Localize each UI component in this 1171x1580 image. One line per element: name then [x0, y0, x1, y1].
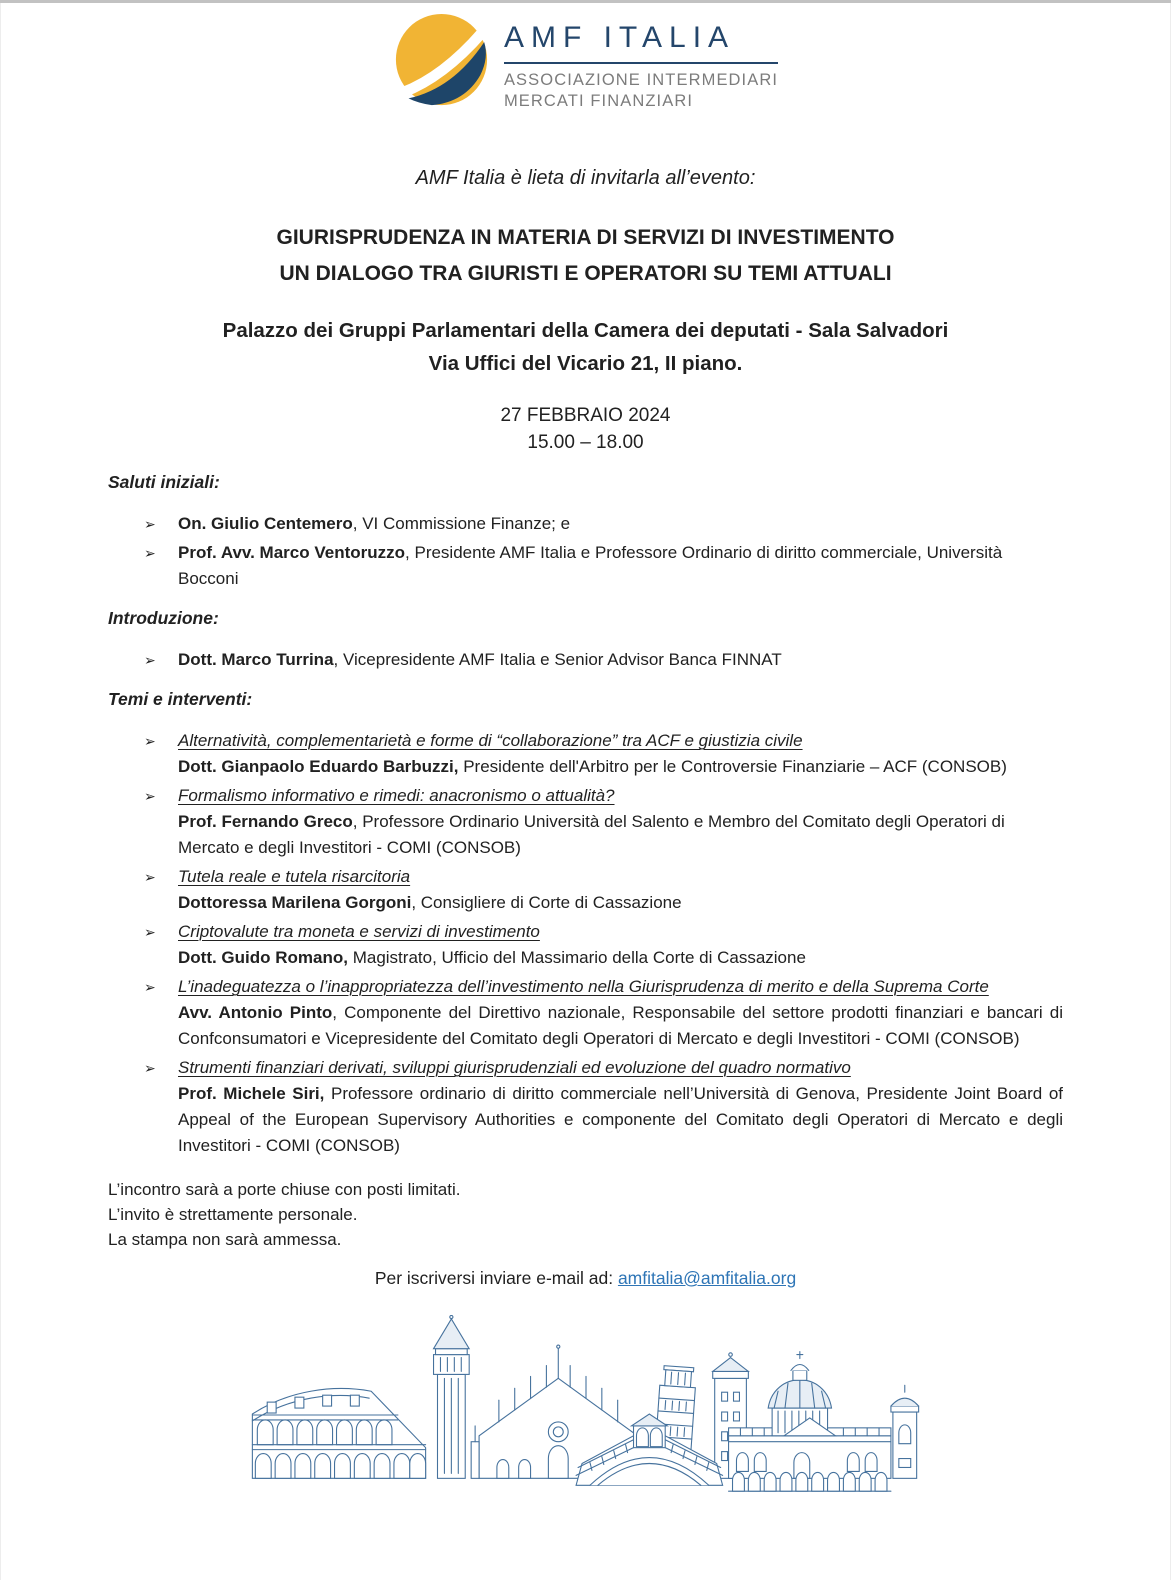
event-venue: [108, 314, 1063, 380]
topic-title: Strumenti finanziari derivati, sviluppi giurisprudenziali ed evoluzione del quadro normativo: [178, 1058, 851, 1077]
speaker-name: Dott. Marco Turrina: [178, 650, 334, 669]
speaker-name: Prof. Fernando Greco: [178, 812, 353, 831]
topic-speaker: [178, 1081, 1063, 1159]
list-item: [108, 511, 1063, 537]
arrow-bullet-icon: ➢: [144, 733, 156, 749]
topic-item: [108, 728, 1063, 780]
speaker-role: , Consigliere di Corte di Cassazione: [411, 893, 682, 912]
topic-title: L’inadeguatezza o l’inappropriatezza dell’investimento nella Giurisprudenza di merito e della Suprema Corte: [178, 977, 989, 996]
venue-line1: Palazzo dei Gruppi Parlamentari della Camera dei deputati - Sala Salvadori: [222, 319, 949, 342]
speaker-role: , Vicepresidente AMF Italia e Senior Advisor Banca FINNAT: [333, 650, 782, 669]
section-heading-introduzione: Introduzione:: [108, 608, 219, 628]
topic-item: [108, 783, 1063, 861]
logo-text-block: [504, 13, 778, 112]
speaker-role: , Componente del Direttivo nazionale, Responsabile del settore prodotti finanziari e bancari di Confconsumatori e Vicepresidente del Comitato degli Operatori di Mercato e degli Investitori - COMI (CONSOB): [178, 1003, 1063, 1048]
topic-speaker: [178, 1000, 1063, 1052]
topic-title: Criptovalute tra moneta e servizi di investimento: [178, 922, 540, 941]
topic-speaker: [178, 890, 1063, 916]
speaker-role: , Professore Ordinario Università del Salento e Membro del Comitato degli Operatori di Mercato e degli Investitori - COMI (CONSOB): [178, 812, 1005, 857]
event-title-line2: UN DIALOGO TRA GIURISTI E OPERATORI SU TEMI ATTUALI: [279, 262, 892, 285]
arrow-bullet-icon: ➢: [144, 924, 156, 940]
amf-logo-mark-icon: [393, 13, 490, 115]
topic-item: [108, 864, 1063, 916]
speaker-name: Avv. Antonio Pinto: [178, 1003, 333, 1022]
speaker-role: Professore ordinario di diritto commerciale nell’Università di Genova, Presidente Joint Board of Appeal of the European Supervisory Authorities e componente del Comitato degli Operatori di Mercato e degli Investitori - COMI (CONSOB): [178, 1084, 1063, 1155]
list-item: [108, 540, 1063, 592]
speaker-name: Prof. Avv. Marco Ventoruzzo: [178, 543, 406, 562]
speaker-role: Magistrato, Ufficio del Massimario della Corte di Cassazione: [347, 948, 806, 967]
logo-title: AMF ITALIA: [504, 21, 778, 64]
topic-speaker: [178, 809, 1063, 861]
amf-italia-logo: [0, 3, 1171, 115]
arrow-bullet-icon: ➢: [144, 545, 156, 561]
topic-item: [108, 974, 1063, 1052]
logo-subtitle-line1: ASSOCIAZIONE INTERMEDIARI: [503, 71, 779, 89]
closing-line2: L’invito è strettamente personale.: [108, 1205, 358, 1224]
logo-subtitle-line2: MERCATI FINANZIARI: [503, 92, 694, 110]
topic-item: [108, 1055, 1063, 1159]
speaker-role: , VI Commissione Finanze; e: [352, 514, 571, 533]
invitation-line: AMF Italia è lieta di invitarla all’evento:: [415, 167, 756, 189]
event-time: 15.00 – 18.00: [527, 432, 644, 453]
registration-label: Per iscriversi inviare e-mail ad:: [374, 1268, 618, 1288]
introduzione-list: [108, 647, 1063, 673]
italian-landmarks-skyline-illustration: [246, 1315, 926, 1513]
topic-speaker: [178, 945, 1063, 971]
topic-title: Formalismo informativo e rimedi: anacronismo o attualità?: [178, 786, 615, 805]
footer-illustration: [0, 1315, 1171, 1518]
arrow-bullet-icon: ➢: [144, 516, 156, 532]
topic-title: Alternatività, complementarietà e forme di “collaborazione” tra ACF e giustizia civile: [178, 731, 803, 750]
closing-notes: [108, 1177, 1063, 1252]
arrow-bullet-icon: ➢: [144, 979, 156, 995]
speaker-name: Dott. Guido Romano,: [178, 948, 348, 967]
event-datetime: [108, 402, 1063, 456]
venue-line2: Via Uffici del Vicario 21, II piano.: [428, 352, 743, 375]
arrow-bullet-icon: ➢: [144, 788, 156, 804]
topic-speaker: [178, 754, 1063, 780]
topic-title: Tutela reale e tutela risarcitoria: [178, 867, 411, 886]
list-item: [108, 647, 1063, 673]
saluti-list: [108, 511, 1063, 592]
arrow-bullet-icon: ➢: [144, 1060, 156, 1076]
event-title: [108, 220, 1063, 292]
arrow-bullet-icon: ➢: [144, 869, 156, 885]
temi-list: [108, 728, 1063, 1159]
speaker-role: Presidente dell'Arbitro per le Controversie Finanziarie – ACF (CONSOB): [458, 757, 1007, 776]
email-link[interactable]: amfitalia@amfitalia.org: [617, 1268, 797, 1288]
closing-line3: La stampa non sarà ammessa.: [108, 1230, 342, 1249]
speaker-role: , Presidente AMF Italia e Professore Ordinario di diritto commerciale, Università Bocconi: [178, 543, 1003, 588]
section-heading-temi: Temi e interventi:: [108, 689, 253, 709]
event-date: 27 FEBBRAIO 2024: [500, 405, 671, 426]
speaker-name: Prof. Michele Siri,: [178, 1084, 325, 1103]
closing-line1: L’incontro sarà a porte chiuse con posti limitati.: [108, 1180, 461, 1199]
event-title-line1: GIURISPRUDENZA IN MATERIA DI SERVIZI DI INVESTIMENTO: [276, 226, 895, 249]
section-heading-saluti: Saluti iniziali:: [108, 472, 220, 492]
arrow-bullet-icon: ➢: [144, 652, 156, 668]
topic-item: [108, 919, 1063, 971]
speaker-name: Dottoressa Marilena Gorgoni: [178, 893, 412, 912]
registration-line: [108, 1268, 1063, 1289]
speaker-name: On. Giulio Centemero: [178, 514, 353, 533]
speaker-name: Dott. Gianpaolo Eduardo Barbuzzi,: [178, 757, 459, 776]
